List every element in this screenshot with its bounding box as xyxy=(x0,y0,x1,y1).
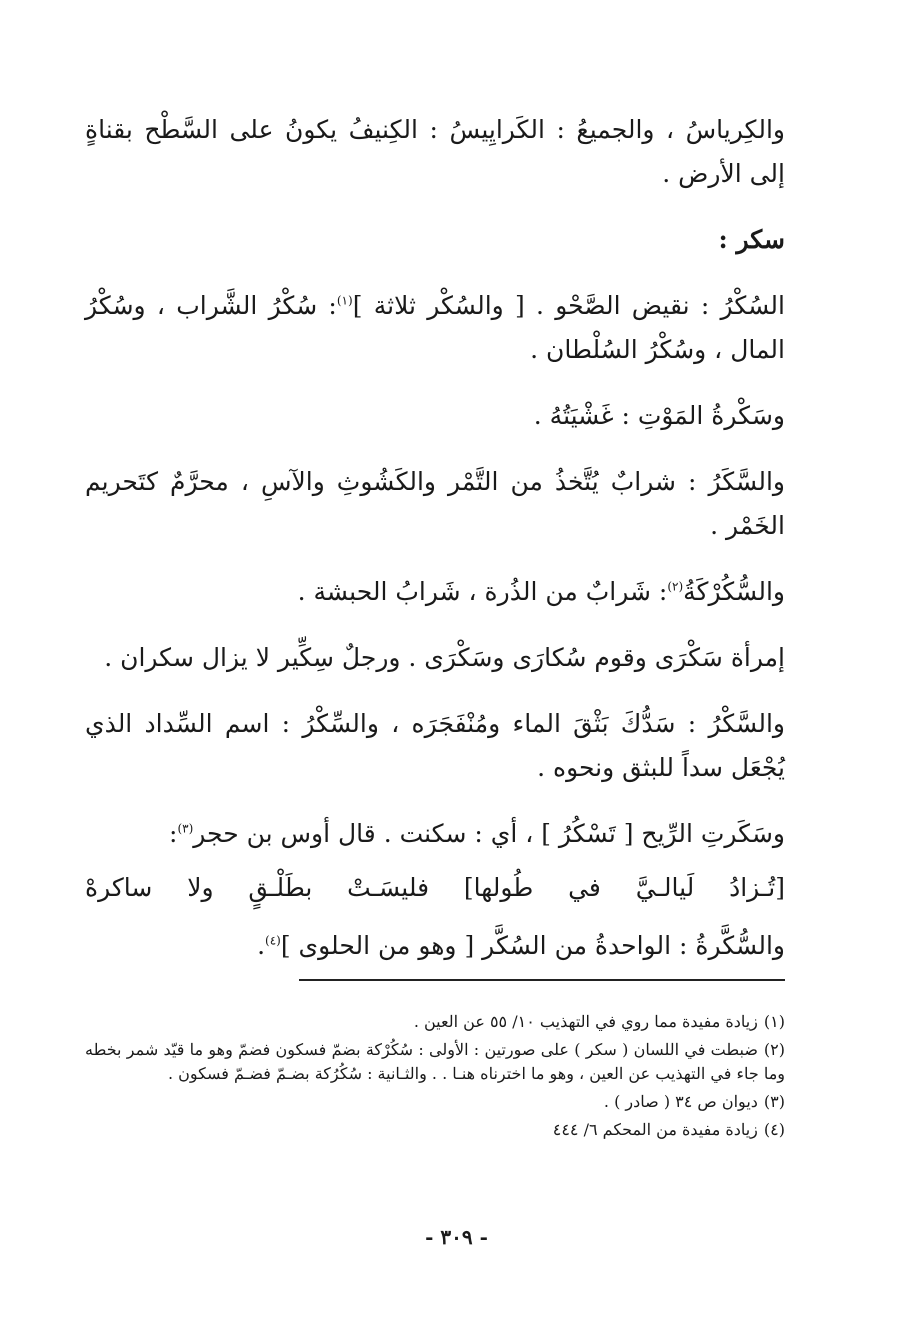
paragraph-text: وسَكَرتِ الرِّيح [ تَسْكُرُ ] ، أي : سكنت . قال أوس بن حجر xyxy=(193,819,785,848)
entry-heading xyxy=(85,218,785,262)
paragraph-sakra xyxy=(85,636,785,680)
heading-text: سكر : xyxy=(718,225,785,254)
footnote-text: زيادة مفيدة من المحكم ٦/ ٤٤٤ xyxy=(552,1120,758,1139)
verse-word: لَيالـيَّ xyxy=(635,873,695,902)
paragraph-wind xyxy=(85,812,785,856)
page-number: - ٣٠٩ - xyxy=(425,1225,488,1249)
verse-word: بطَلْـقٍ xyxy=(248,873,313,902)
paragraph-text: : سُكْرُ الشَّراب ، وسُكْرُ المال ، وسُكْرُ السُلْطان . xyxy=(85,291,785,364)
paragraph-text: والسُّكَّرةُ : الواحدةُ من السُكَّر [ وهو من الحلوى ] xyxy=(280,931,785,960)
footnote-1 xyxy=(85,1010,785,1034)
footnote-2 xyxy=(85,1038,785,1086)
footnote-text: ضبطت في اللسان ( سكر ) على صورتين : الأولى : سُكُرْكة بضمّ فسكون فضمّ وهو ما قيّد شمر بخطه وما جاء في التهذيب عن العين ، وهو ما اخترناه هنـا . . والثـانية : سُكُرُكة بضـمّ فضـمّ فسكون . xyxy=(85,1040,785,1083)
footnote-text: ديوان ص ٣٤ ( صادر ) . xyxy=(603,1092,758,1111)
verse-word: فليسَـتْ xyxy=(347,873,430,902)
paragraph-text: والسَّكَرُ : شرابٌ يُتَّخذُ من التَّمْر والكَشُوثِ والآسِ ، محرَّمٌ كتَحريم الخَمْر . xyxy=(85,467,785,540)
paragraph-text: والسَّكْرُ : سَدُّكَ بَثْقَ الماء ومُنْفَجَرَه ، والسِّكْرُ : اسم السِّداد الذي يُجْعَل سداً للبثق ونحوه . xyxy=(85,709,785,782)
verse-word: ساكرهْ xyxy=(85,873,153,902)
footnote-ref: (١) xyxy=(336,293,353,308)
paragraph-text: إمرأة سَكْرَى وقوم سُكارَى وسَكْرَى . ورجلٌ سِكِّير لا يزال سكران . xyxy=(104,643,785,672)
main-text xyxy=(85,108,785,990)
paragraph-text: : شَرابٌ من الذُرة ، شَرابُ الحبشة . xyxy=(297,577,668,606)
footnote-3 xyxy=(85,1090,785,1114)
verse-word: في xyxy=(568,873,601,902)
paragraph-text: : xyxy=(169,819,178,848)
footnote-4 xyxy=(85,1118,785,1142)
verse-word: طُولها] xyxy=(463,873,534,902)
paragraph-sukkara xyxy=(85,924,785,968)
footnote-ref: (٢) xyxy=(667,579,684,594)
paragraph-kiryas xyxy=(85,108,785,196)
footnote-text: زيادة مفيدة مما روي في التهذيب ١٠/ ٥٥ عن العين . xyxy=(413,1012,758,1031)
paragraph-sakr xyxy=(85,702,785,790)
paragraph-text: . xyxy=(257,931,266,960)
footnote-divider xyxy=(299,979,785,981)
verse-word: [تُـزادُ xyxy=(729,873,785,902)
paragraph-sakrat xyxy=(85,394,785,438)
paragraph-sukr xyxy=(85,284,785,372)
paragraph-sukurka xyxy=(85,570,785,614)
footnotes xyxy=(85,1010,785,1146)
footnote-number: (١) xyxy=(763,1012,785,1031)
footnote-ref: (٤) xyxy=(265,933,281,948)
paragraph-text: والسُّكُرْكَةُ xyxy=(683,577,785,606)
paragraph-text: والكِرياسُ ، والجميعُ : الكَرايِيسُ : الكِنيفُ يكونُ على السَّطْح بقناةٍ إلى الأرض . xyxy=(85,115,785,188)
paragraph-text: وسَكْرةُ المَوْتِ : غَشْيَتُهُ . xyxy=(533,401,785,430)
footnote-number: (٢) xyxy=(763,1040,785,1059)
paragraph-sakar xyxy=(85,460,785,548)
footnote-number: (٣) xyxy=(763,1092,785,1111)
footnote-ref: (٣) xyxy=(177,821,194,836)
verse-word: ولا xyxy=(187,873,214,902)
footnote-number: (٤) xyxy=(763,1120,785,1139)
poetry-verse xyxy=(85,866,785,910)
paragraph-text: السُكْرُ : نقيض الصَّحْو . [ والسُكْر ثلاثة ] xyxy=(352,291,785,320)
